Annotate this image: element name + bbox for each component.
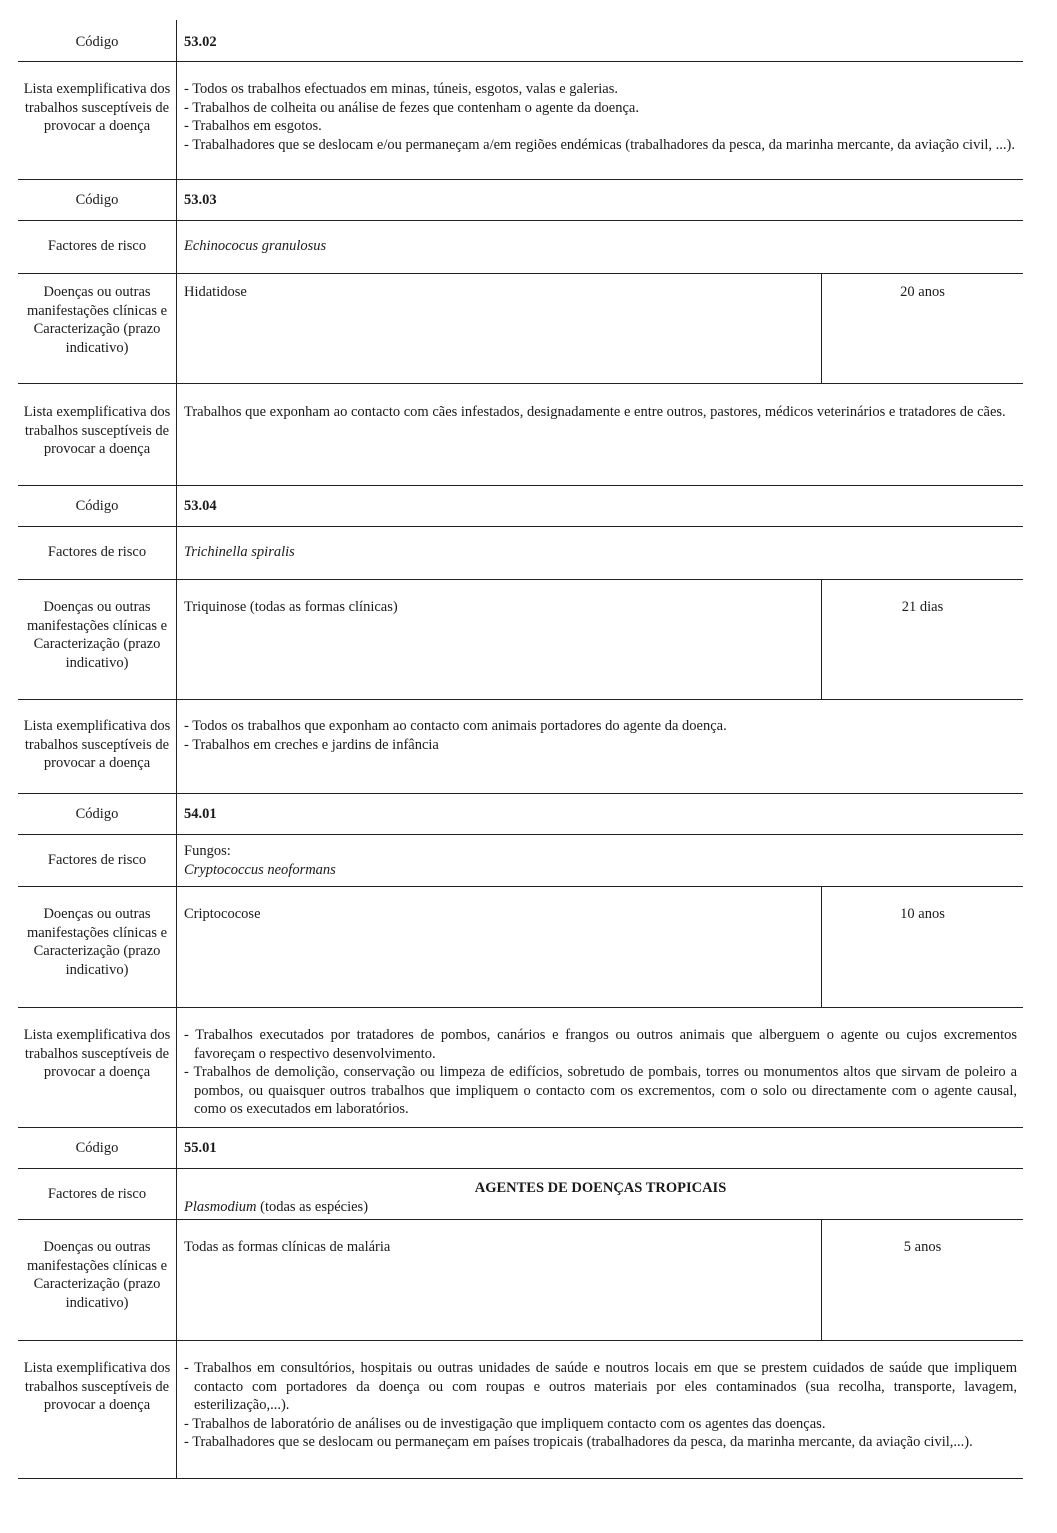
factor-value (184, 1198, 1017, 1217)
row-doencas-5304 (18, 580, 1023, 700)
label-codigo: Código (18, 180, 177, 220)
code-value: 53.04 (184, 498, 217, 514)
label-doencas: Doenças ou outras manifestações clínicas e Caracterização (prazo indicativo) (18, 1220, 177, 1340)
lista-item: - Trabalhos em consultórios, hospitais ou outras unidades de saúde e noutros locais em que se prestem cuidados de saúde que impliquem contacto com portadores da doença ou com roupas e outros materiais por eles contaminados (sua recolha, transporte, lavagem, esterilização,...). (184, 1360, 1017, 1413)
factor-genus: Plasmodium (184, 1198, 257, 1215)
doenca-value: Triquinose (todas as formas clínicas) (184, 599, 398, 615)
lista-item: - Todos os trabalhos que exponham ao contacto com animais portadores do agente da doença. (184, 718, 727, 734)
label-lista: Lista exemplificativa dos trabalhos susceptíveis de provocar a doença (18, 1008, 177, 1127)
row-lista-5501 (18, 1341, 1023, 1479)
row-doencas-5501 (18, 1220, 1023, 1341)
code-value: 53.02 (184, 34, 217, 50)
label-doencas: Doenças ou outras manifestações clínicas e Caracterização (prazo indicativo) (18, 274, 177, 383)
section-title: AGENTES DE DOENÇAS TROPICAIS (474, 1180, 727, 1196)
row-factores-5303 (18, 221, 1023, 274)
factor-value: Trichinella spiralis (184, 544, 295, 560)
lista-item: - Trabalhos em esgotos. (184, 118, 322, 134)
row-lista-5401 (18, 1008, 1023, 1128)
lista-item: - Trabalhos de colheita ou análise de fezes que contenham o agente da doença. (184, 99, 639, 116)
row-codigo-5401 (18, 794, 1023, 835)
lista-item: - Trabalhadores que se deslocam e/ou permaneçam a/em regiões endémicas (trabalhadores da pesca, da marinha mercante, da aviação civil, ...). (184, 136, 1015, 153)
lista-item: - Trabalhos executados por tratadores de pombos, canários e frangos ou outros animais que alberguem o agente ou cujos excrementos favoreçam o respectivo desenvolvimento. (184, 1027, 1017, 1062)
row-factores-5501 (18, 1169, 1023, 1220)
row-codigo-5302 (18, 20, 1023, 62)
code-value: 55.01 (184, 1140, 217, 1156)
row-codigo-5304 (18, 486, 1023, 527)
lista-item: - Trabalhos de laboratório de análises ou de investigação que impliquem contacto com os agentes das doenças. (184, 1415, 826, 1432)
doenca-value: Criptococose (184, 906, 261, 922)
row-codigo-5303 (18, 180, 1023, 221)
doenca-value: Hidatidose (184, 284, 247, 300)
row-lista-5304 (18, 700, 1023, 794)
prazo-value: 20 anos (821, 274, 1023, 383)
factor-heading: Fungos: (184, 843, 231, 859)
lista-item: - Trabalhos de demolição, conservação ou limpeza de edifícios, sobretudo de pombais, torres ou monumentos altos que sirvam de poleiro a pombos, ou quaisquer outros trabalhos que impliquem o contacto com os excrementos, com o solo ou directamente com o agente causal, como os executados em laboratórios. (184, 1064, 1017, 1117)
factor-rest: (todas as espécies) (256, 1198, 369, 1215)
label-doencas: Doenças ou outras manifestações clínicas e Caracterização (prazo indicativo) (18, 580, 177, 699)
row-doencas-5303 (18, 274, 1023, 384)
label-doencas: Doenças ou outras manifestações clínicas e Caracterização (prazo indicativo) (18, 887, 177, 1007)
doenca-value: Todas as formas clínicas de malária (184, 1239, 391, 1255)
code-value: 53.03 (184, 192, 217, 208)
label-codigo: Código (18, 1128, 177, 1168)
label-lista: Lista exemplificativa dos trabalhos susceptíveis de provocar a doença (18, 384, 177, 485)
lista-text: Trabalhos que exponham ao contacto com cães infestados, designadamente e entre outros, pastores, médicos veterinários e tratadores de cães. (184, 404, 1006, 420)
code-value: 54.01 (184, 806, 217, 822)
label-codigo: Código (18, 20, 177, 61)
lista-item: - Trabalhos em creches e jardins de infância (184, 736, 439, 753)
label-factores: Factores de risco (18, 835, 177, 886)
label-lista: Lista exemplificativa dos trabalhos susceptíveis de provocar a doença (18, 700, 177, 793)
row-lista-5302 (18, 62, 1023, 180)
label-lista: Lista exemplificativa dos trabalhos susceptíveis de provocar a doença (18, 1341, 177, 1478)
row-factores-5401 (18, 835, 1023, 887)
factor-value: Cryptococcus neoformans (184, 861, 336, 878)
label-factores: Factores de risco (18, 1169, 177, 1219)
label-codigo: Código (18, 486, 177, 526)
label-codigo: Código (18, 794, 177, 834)
lista-item: - Todos os trabalhos efectuados em minas, túneis, esgotos, valas e galerias. (184, 81, 619, 97)
row-codigo-5501 (18, 1128, 1023, 1169)
prazo-value: 10 anos (821, 887, 1023, 1007)
label-lista: Lista exemplificativa dos trabalhos susceptíveis de provocar a doença (18, 62, 177, 179)
lista-item: - Trabalhadores que se deslocam ou permaneçam em países tropicais (trabalhadores da pesca, da marinha mercante, da aviação civil,...). (184, 1434, 973, 1450)
row-factores-5304 (18, 527, 1023, 580)
label-factores: Factores de risco (18, 527, 177, 579)
prazo-value: 21 dias (821, 580, 1023, 699)
label-factores: Factores de risco (18, 221, 177, 273)
prazo-value: 5 anos (821, 1220, 1023, 1340)
factor-value: Echinococus granulosus (184, 238, 327, 254)
row-lista-5303 (18, 384, 1023, 486)
row-doencas-5401 (18, 887, 1023, 1008)
